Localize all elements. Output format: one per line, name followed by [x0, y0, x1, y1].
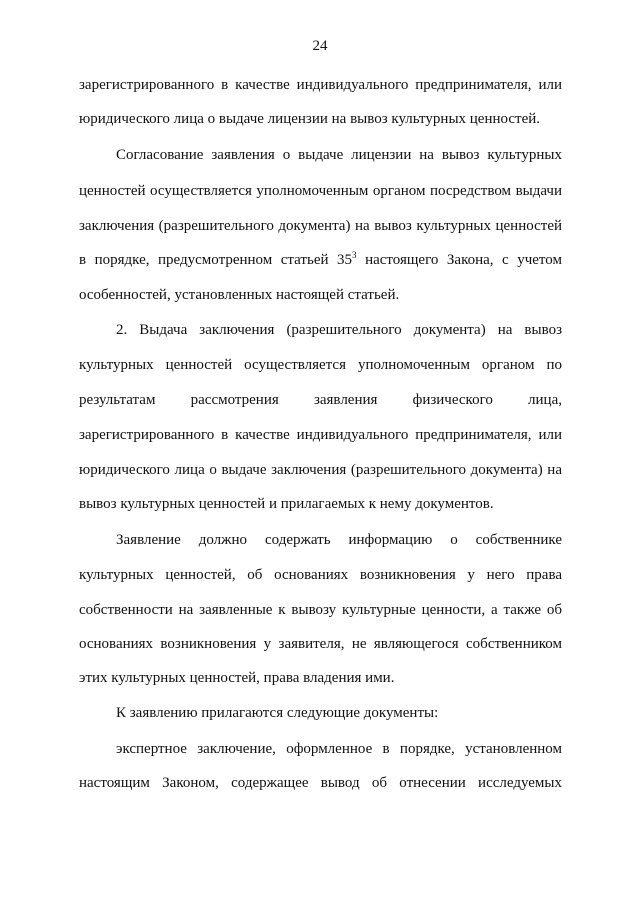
text-line: экспертное заключение, оформленное в порядке, установленном: [116, 741, 562, 757]
text-line: Заявление должно содержать информацию о собственнике: [116, 532, 562, 548]
text-line: результатам рассмотрения заявления физического лица,: [79, 392, 562, 408]
text-line: юридического лица о выдаче лицензии на вывоз культурных ценностей.: [79, 111, 541, 127]
text-line: культурных ценностей, об основаниях возникновения у него права: [79, 567, 562, 583]
text-line: собственности на заявленные к вывозу культурные ценности, а также об: [79, 602, 562, 618]
text-line: основаниях возникновения у заявителя, не являющегося собственником: [79, 636, 562, 652]
text-line: культурных ценностей осуществляется уполномоченным органом по: [79, 357, 562, 373]
text-line: зарегистрированного в качестве индивидуального предпринимателя, или: [79, 427, 562, 443]
text-line: этих культурных ценностей, права владения ими.: [79, 670, 395, 686]
text-line: зарегистрированного в качестве индивидуального предпринимателя, или: [79, 77, 562, 93]
text-line: настоящим Законом, содержащее вывод об отнесении исследуемых: [79, 775, 562, 791]
text-line: 2. Выдача заключения (разрешительного документа) на вывоз: [116, 322, 562, 338]
text-line: вывоз культурных ценностей и прилагаемых к нему документов.: [79, 496, 494, 512]
superscript: 3: [352, 250, 357, 260]
text-line: особенностей, установленных настоящей статьей.: [79, 287, 400, 303]
text-fragment: настоящего Закона, с учетом: [356, 252, 562, 268]
text-line: Согласование заявления о выдаче лицензии на вывоз культурных: [116, 147, 562, 163]
text-line: ценностей осуществляется уполномоченным органом посредством выдачи: [79, 183, 562, 199]
text-line: К заявлению прилагаются следующие документы:: [116, 705, 439, 721]
text-line: юридического лица о выдаче заключения (разрешительного документа) на: [79, 462, 562, 478]
text-line: заключения (разрешительного документа) на вывоз культурных ценностей: [79, 218, 562, 234]
page-number: 24: [312, 38, 328, 54]
text-line: [79, 250, 562, 270]
text-fragment: в порядке, предусмотренном статьей 35: [79, 252, 353, 268]
